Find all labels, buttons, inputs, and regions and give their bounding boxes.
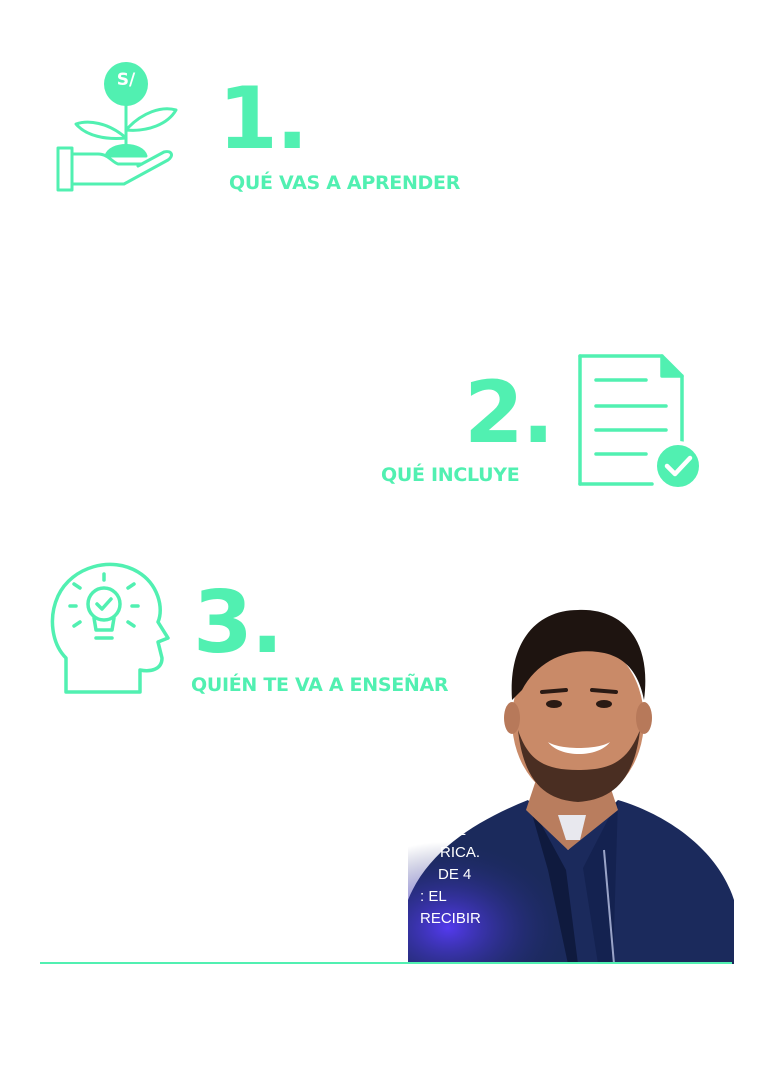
bio-line-1: E [456,822,467,839]
step-title-2: QUÉ INCLUYE [381,464,520,486]
money-plant-hand-icon [52,56,182,196]
bio-line-4: : EL [420,888,447,905]
divider-line [40,962,732,964]
bio-line-2: RICA. [440,844,481,861]
step-number-2: 2. [464,363,553,463]
bio-line-5: RECIBIR [420,910,481,927]
instructor-bio-text [410,820,520,960]
step-number-1: 1. [218,69,307,169]
currency-symbol: S/ [116,70,136,90]
step-title-3: QUIÉN TE VA A ENSEÑAR [191,674,449,696]
step-number-3: 3. [193,573,282,673]
head-lightbulb-icon [50,558,174,698]
document-check-icon [576,352,706,492]
step-title-1: QUÉ VAS A APRENDER [229,172,461,194]
bio-line-3: DE 4 [438,866,472,883]
